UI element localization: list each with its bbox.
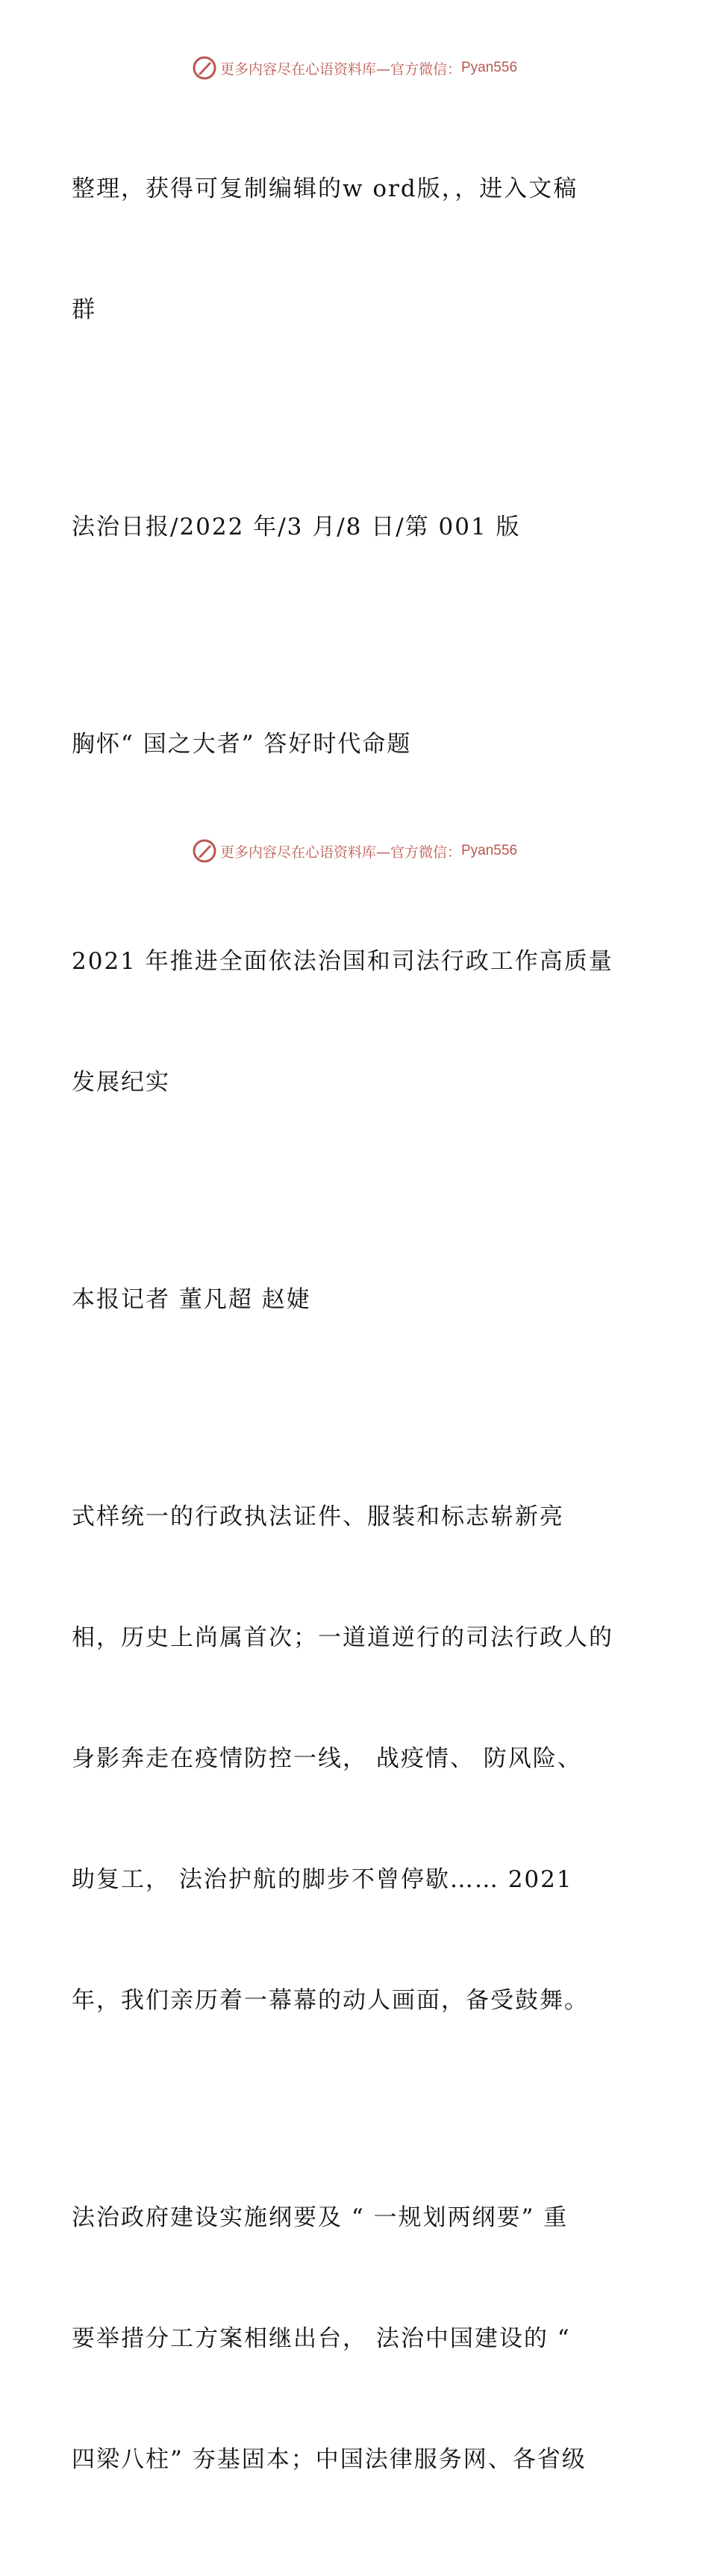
text-line: 整理，获得可复制编辑的w ord版，，进入文稿 bbox=[72, 175, 578, 202]
quill-seal-icon bbox=[192, 838, 217, 864]
paragraph-source bbox=[72, 426, 639, 628]
article-byline bbox=[72, 1199, 639, 1400]
document-body bbox=[72, 88, 639, 2576]
body-paragraph bbox=[72, 2117, 639, 2560]
header-watermark bbox=[0, 55, 709, 81]
text-line: 年，我们亲历着一幕幕的动人画面，备受鼓舞。 bbox=[72, 1987, 589, 2014]
text-line: 要举措分工方案相继出台， 法治中国建设的 “ bbox=[72, 2325, 571, 2352]
text-line: 法治日报/2022 年/3 月/8 日/第 001 版 bbox=[72, 514, 521, 540]
text-line: 相，历史上尚属首次；一道道逆行的司法行政人的 bbox=[72, 1624, 613, 1651]
text-line: 助复工， 法治护航的脚步不曾停歇…… 2021 bbox=[72, 1866, 573, 1893]
text-line: 四梁八柱” 夯基固本；中国法律服务网、各省级 bbox=[72, 2446, 587, 2473]
watermark-handle: Pyan556 bbox=[461, 60, 518, 75]
watermark-text: 更多内容尽在心语资料库—官方微信： bbox=[219, 843, 461, 861]
text-line: 胸怀“ 国之大者” 答好时代命题 bbox=[72, 731, 412, 758]
article-title bbox=[72, 643, 639, 845]
watermark-handle: Pyan556 bbox=[461, 843, 518, 858]
text-line: 身影奔走在疫情防控一线， 战疫情、 防风险、 bbox=[72, 1745, 582, 1772]
text-line: 群 bbox=[72, 296, 96, 323]
footer-watermark bbox=[0, 838, 709, 864]
quill-seal-icon bbox=[192, 55, 217, 81]
text-line: 本报记者 董凡超 赵婕 bbox=[72, 1286, 311, 1313]
text-line: 法治政府建设实施纲要及 “ 一规划两纲要” 重 bbox=[72, 2204, 569, 2231]
text-line: 式样统一的行政执法证件、服装和标志崭新亮 bbox=[72, 1503, 564, 1530]
watermark-text: 更多内容尽在心语资料库—官方微信： bbox=[219, 60, 461, 78]
paragraph-intro bbox=[72, 88, 639, 411]
text-line: 发展纪实 bbox=[72, 1069, 170, 1096]
article-subtitle bbox=[72, 861, 639, 1183]
body-paragraph bbox=[72, 1416, 639, 2101]
text-line: 2021 年推进全面依法治国和司法行政工作高质量 bbox=[72, 948, 613, 975]
